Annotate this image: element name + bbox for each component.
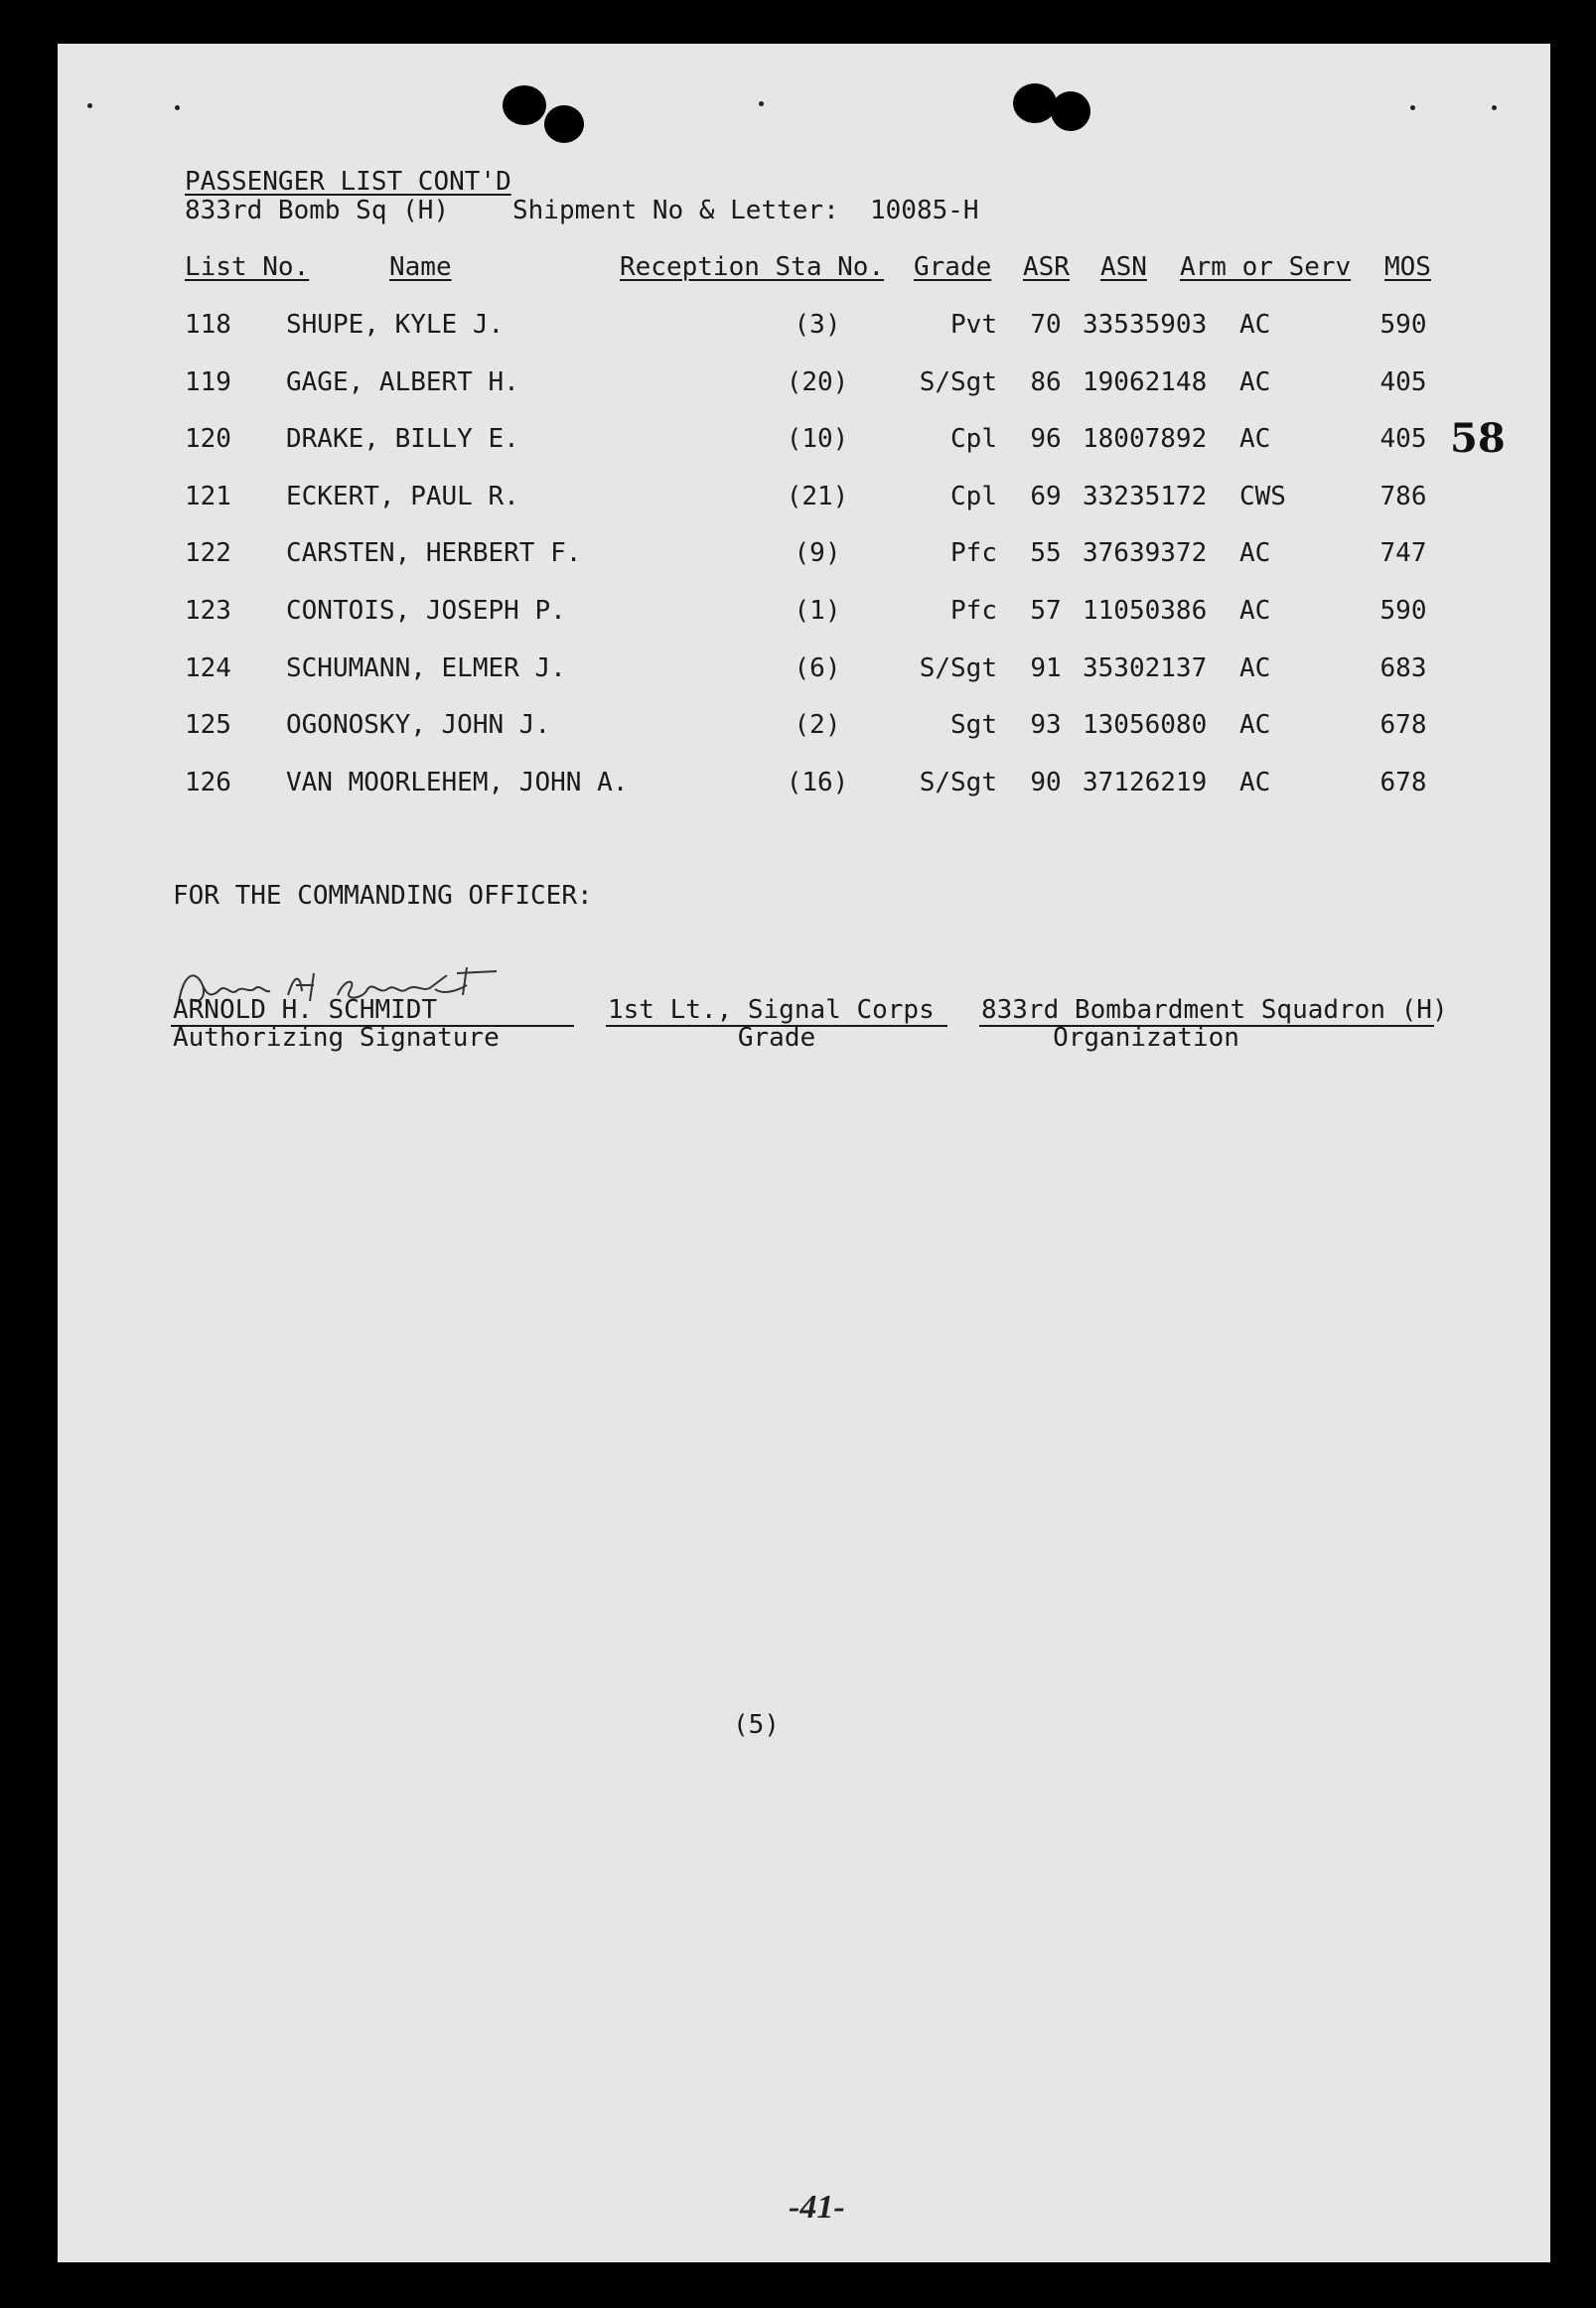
signer-caption: Authorizing Signature: [173, 1023, 500, 1053]
cell-asr: 69: [1030, 482, 1062, 511]
column-header-arm-or-serv: Arm or Serv: [1180, 252, 1352, 282]
cell-asn: 13056080: [1083, 710, 1208, 740]
cell-list-no: 121: [185, 482, 231, 511]
cell-name: GAGE, ALBERT H.: [286, 367, 519, 397]
cell-reception-sta: (3): [794, 310, 841, 340]
table-row: [58, 596, 1508, 628]
cell-grade: S/Sgt: [919, 768, 997, 797]
cell-list-no: 118: [185, 310, 231, 340]
punch-hole-right: [1013, 83, 1057, 123]
column-header-asn: ASN: [1100, 252, 1147, 282]
column-header-asr: ASR: [1023, 252, 1070, 282]
table-row: [58, 310, 1508, 342]
cell-asr: 55: [1030, 538, 1062, 568]
cell-asn: 11050386: [1083, 596, 1208, 626]
cell-list-no: 123: [185, 596, 231, 626]
cell-reception-sta: (20): [786, 367, 849, 397]
cell-mos: 683: [1379, 653, 1427, 683]
cell-name: SCHUMANN, ELMER J.: [286, 653, 566, 683]
cell-mos: 678: [1379, 768, 1427, 797]
cell-reception-sta: (9): [794, 538, 841, 568]
handwritten-page-mark: -41-: [789, 2189, 845, 2226]
unit-name: 833rd Bomb Sq (H): [185, 196, 450, 225]
table-row: [58, 653, 1508, 685]
cell-asr: 57: [1030, 596, 1062, 626]
cell-list-no: 125: [185, 710, 231, 740]
cell-grade: Pvt: [950, 310, 997, 340]
cell-asn: 33535903: [1083, 310, 1208, 340]
cell-grade: Pfc: [950, 596, 997, 626]
signer-grade: 1st Lt., Signal Corps: [608, 995, 935, 1025]
cell-list-no: 120: [185, 424, 231, 454]
cell-list-no: 126: [185, 768, 231, 797]
speck: [1492, 105, 1497, 110]
stamp-number: 58: [1450, 415, 1506, 462]
cell-name: OGONOSKY, JOHN J.: [286, 710, 551, 740]
cell-mos: 786: [1379, 482, 1427, 511]
cell-arm-or-serv: AC: [1239, 310, 1271, 340]
cell-grade: Pfc: [950, 538, 997, 568]
cell-name: VAN MOORLEHEM, JOHN A.: [286, 768, 629, 797]
cell-mos: 678: [1379, 710, 1427, 740]
cell-arm-or-serv: AC: [1239, 424, 1271, 454]
cell-asn: 35302137: [1083, 653, 1208, 683]
cell-arm-or-serv: CWS: [1239, 482, 1286, 511]
cell-name: CONTOIS, JOSEPH P.: [286, 596, 566, 626]
cell-arm-or-serv: AC: [1239, 710, 1271, 740]
signer-name: ARNOLD H. SCHMIDT: [173, 995, 438, 1025]
cell-mos: 590: [1379, 596, 1427, 626]
cell-mos: 747: [1379, 538, 1427, 568]
cell-arm-or-serv: AC: [1239, 653, 1271, 683]
cell-grade: Cpl: [950, 482, 997, 511]
cell-asn: 33235172: [1083, 482, 1208, 511]
shipment-value: 10085-H: [870, 196, 979, 225]
commanding-officer-line: FOR THE COMMANDING OFFICER:: [173, 881, 593, 911]
shipment-label: Shipment No & Letter:: [512, 196, 839, 225]
page-number: (5): [733, 1710, 780, 1740]
paper-sheet: [58, 44, 1550, 2262]
speck: [1410, 105, 1415, 110]
organization-caption: Organization: [1053, 1023, 1239, 1053]
speck: [175, 105, 180, 110]
cell-reception-sta: (21): [786, 482, 849, 511]
table-row: [58, 538, 1508, 570]
cell-reception-sta: (2): [794, 710, 841, 740]
cell-list-no: 122: [185, 538, 231, 568]
cell-arm-or-serv: AC: [1239, 768, 1271, 797]
cell-asn: 18007892: [1083, 424, 1208, 454]
table-row: [58, 367, 1508, 399]
cell-name: SHUPE, KYLE J.: [286, 310, 505, 340]
signer-organization: 833rd Bombardment Squadron (H): [981, 995, 1448, 1025]
cell-grade: Sgt: [950, 710, 997, 740]
cell-asn: 19062148: [1083, 367, 1208, 397]
table-row: [58, 482, 1508, 513]
document-title: PASSENGER LIST CONT'D: [185, 167, 511, 197]
column-header-mos: MOS: [1384, 252, 1431, 282]
cell-mos: 590: [1379, 310, 1427, 340]
speck: [759, 101, 764, 106]
punch-hole-left: [503, 85, 546, 125]
cell-mos: 405: [1379, 367, 1427, 397]
cell-grade: Cpl: [950, 424, 997, 454]
table-row: [58, 710, 1508, 742]
column-header-grade: Grade: [914, 252, 992, 282]
cell-asr: 90: [1030, 768, 1062, 797]
column-header-reception-sta: Reception Sta No.: [620, 252, 885, 282]
speck: [87, 103, 92, 108]
cell-list-no: 119: [185, 367, 231, 397]
cell-reception-sta: (10): [786, 424, 849, 454]
punch-hole-left-2: [544, 105, 584, 143]
cell-asr: 96: [1030, 424, 1062, 454]
grade-caption: Grade: [737, 1023, 816, 1053]
cell-mos: 405: [1379, 424, 1427, 454]
cell-reception-sta: (16): [786, 768, 849, 797]
cell-asn: 37126219: [1083, 768, 1208, 797]
cell-grade: S/Sgt: [919, 367, 997, 397]
punch-hole-right-2: [1051, 91, 1090, 131]
cell-arm-or-serv: AC: [1239, 538, 1271, 568]
cell-asr: 93: [1030, 710, 1062, 740]
cell-asr: 91: [1030, 653, 1062, 683]
cell-name: CARSTEN, HERBERT F.: [286, 538, 582, 568]
table-row: [58, 424, 1508, 456]
column-header-list-no: List No.: [185, 252, 310, 282]
cell-asr: 86: [1030, 367, 1062, 397]
cell-reception-sta: (6): [794, 653, 841, 683]
cell-asr: 70: [1030, 310, 1062, 340]
cell-list-no: 124: [185, 653, 231, 683]
column-header-name: Name: [389, 252, 452, 282]
table-row: [58, 768, 1508, 799]
cell-reception-sta: (1): [794, 596, 841, 626]
cell-name: DRAKE, BILLY E.: [286, 424, 519, 454]
cell-asn: 37639372: [1083, 538, 1208, 568]
cell-arm-or-serv: AC: [1239, 367, 1271, 397]
cell-arm-or-serv: AC: [1239, 596, 1271, 626]
cell-name: ECKERT, PAUL R.: [286, 482, 519, 511]
cell-grade: S/Sgt: [919, 653, 997, 683]
